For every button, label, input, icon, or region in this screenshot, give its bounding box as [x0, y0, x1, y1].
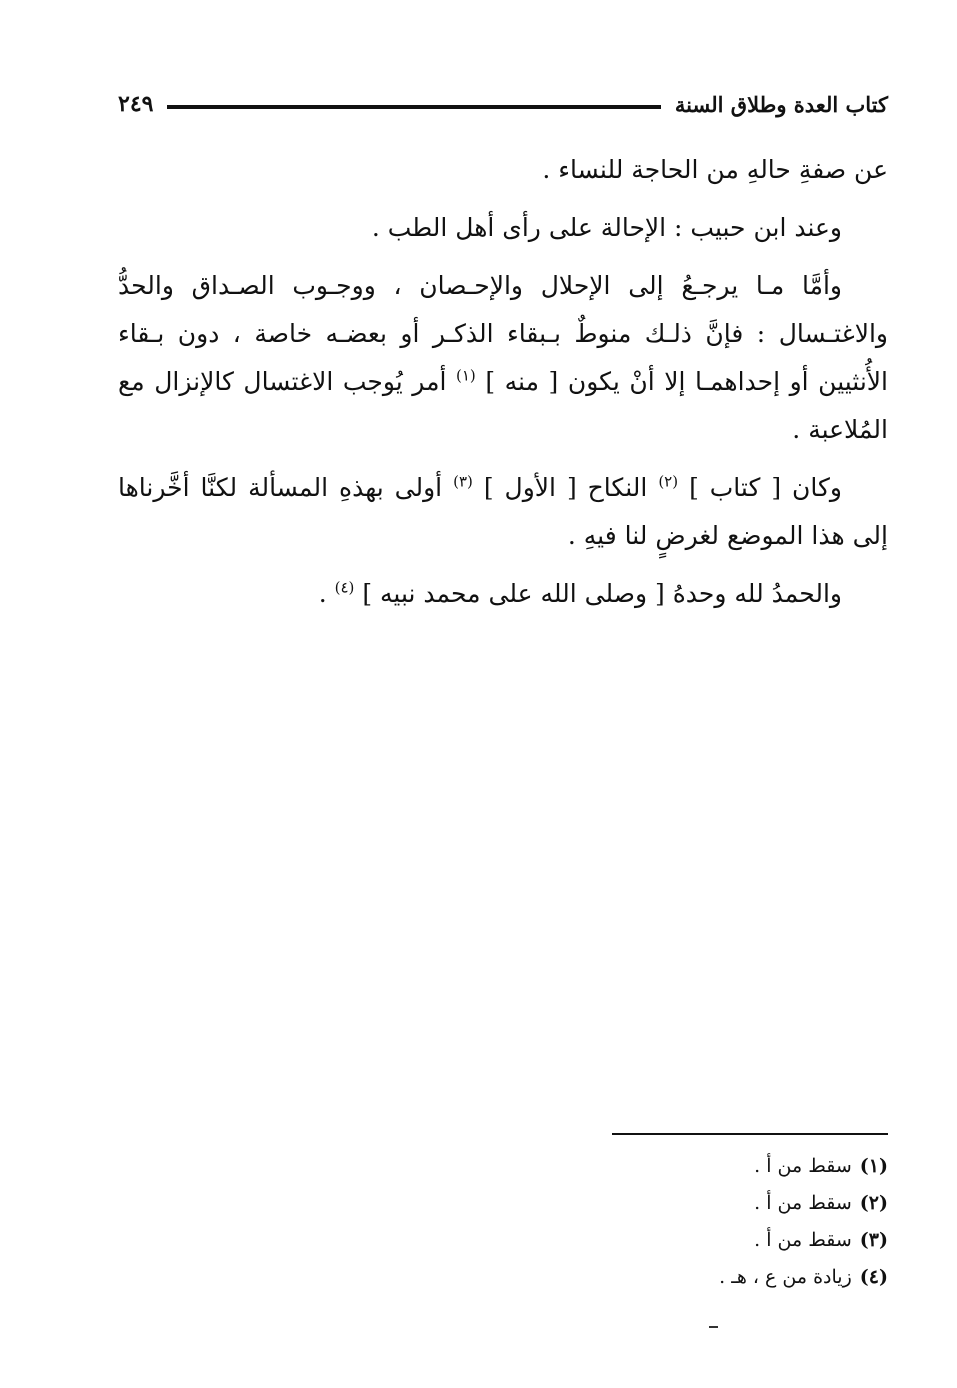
footnote-3 [488, 1222, 888, 1259]
paragraph-5-text-after: . [318, 579, 327, 608]
paragraph-3-text-after: أمر يُوجب الاغتسال كالإنزال مع المُلاعبة . [118, 367, 888, 444]
footnote-1 [488, 1148, 888, 1185]
paragraph-3-text: وأمَّا مـا يرجـعُ إلى الإحلال والإحـصان ، ووجـوب الصـداق والحدُّ والاغتـسال : فإنَّ ذلـك منوطٌ بـبقاء الذكـر أو بعضـه خاصة ، دون بـقاء الأُنثيين أو إحداهمـا إلا أنْ يكون [ منه ] [118, 271, 889, 396]
paragraph-5 [118, 570, 888, 618]
paragraph-4 [118, 464, 888, 560]
footnote-text: زيادة من ع ، هـ . [719, 1266, 852, 1288]
page-number: ٢٤٩ [118, 91, 154, 117]
paragraph-2-text: وعند ابن حبيب : الإحالة على رأى أهل الطب . [371, 213, 842, 242]
footnote-text: سقط من أ . [754, 1155, 852, 1177]
print-speck [709, 1326, 718, 1328]
footnote-ref-3[interactable]: (٣) [453, 472, 473, 491]
footnote-2 [488, 1185, 888, 1222]
footnote-text: سقط من أ . [754, 1229, 852, 1251]
footnote-ref-4[interactable]: (٤) [334, 578, 355, 597]
paragraph-3 [118, 262, 888, 454]
footnotes [488, 1148, 888, 1296]
footnote-separator [612, 1133, 888, 1135]
footnote-ref-2[interactable]: (٢) [658, 472, 679, 491]
paragraph-1-text: عن صفةِ حالهِ من الحاجة للنساء . [542, 155, 888, 184]
paragraph-1 [118, 146, 888, 194]
running-title: كتاب العدة وطلاق السنة [674, 91, 888, 117]
footnote-number: (٤) [859, 1266, 888, 1288]
paragraph-4-text-after: أولى بهذهِ المسألة لكنَّا أخَّرناها إلى هذا الموضع لغرضٍ لنا فيهِ . [118, 473, 888, 550]
header-rule [167, 105, 660, 109]
paragraph-4-text: وكان [ كتاب ] [689, 473, 842, 502]
paragraph-5-text: والحمدُ لله وحدهُ [ وصلى الله على محمد نبيه ] [362, 579, 842, 608]
running-header [118, 86, 888, 122]
footnote-number: (٢) [859, 1192, 888, 1214]
footnote-number: (١) [859, 1155, 888, 1177]
footnote-text: سقط من أ . [754, 1192, 852, 1214]
footnote-4 [488, 1259, 888, 1296]
footnote-number: (٣) [859, 1229, 888, 1251]
footnote-ref-1[interactable]: (١) [456, 366, 476, 385]
paragraph-4-text-mid: النكاح [ الأول ] [483, 473, 648, 502]
main-text [118, 146, 888, 628]
paragraph-2 [118, 204, 888, 252]
